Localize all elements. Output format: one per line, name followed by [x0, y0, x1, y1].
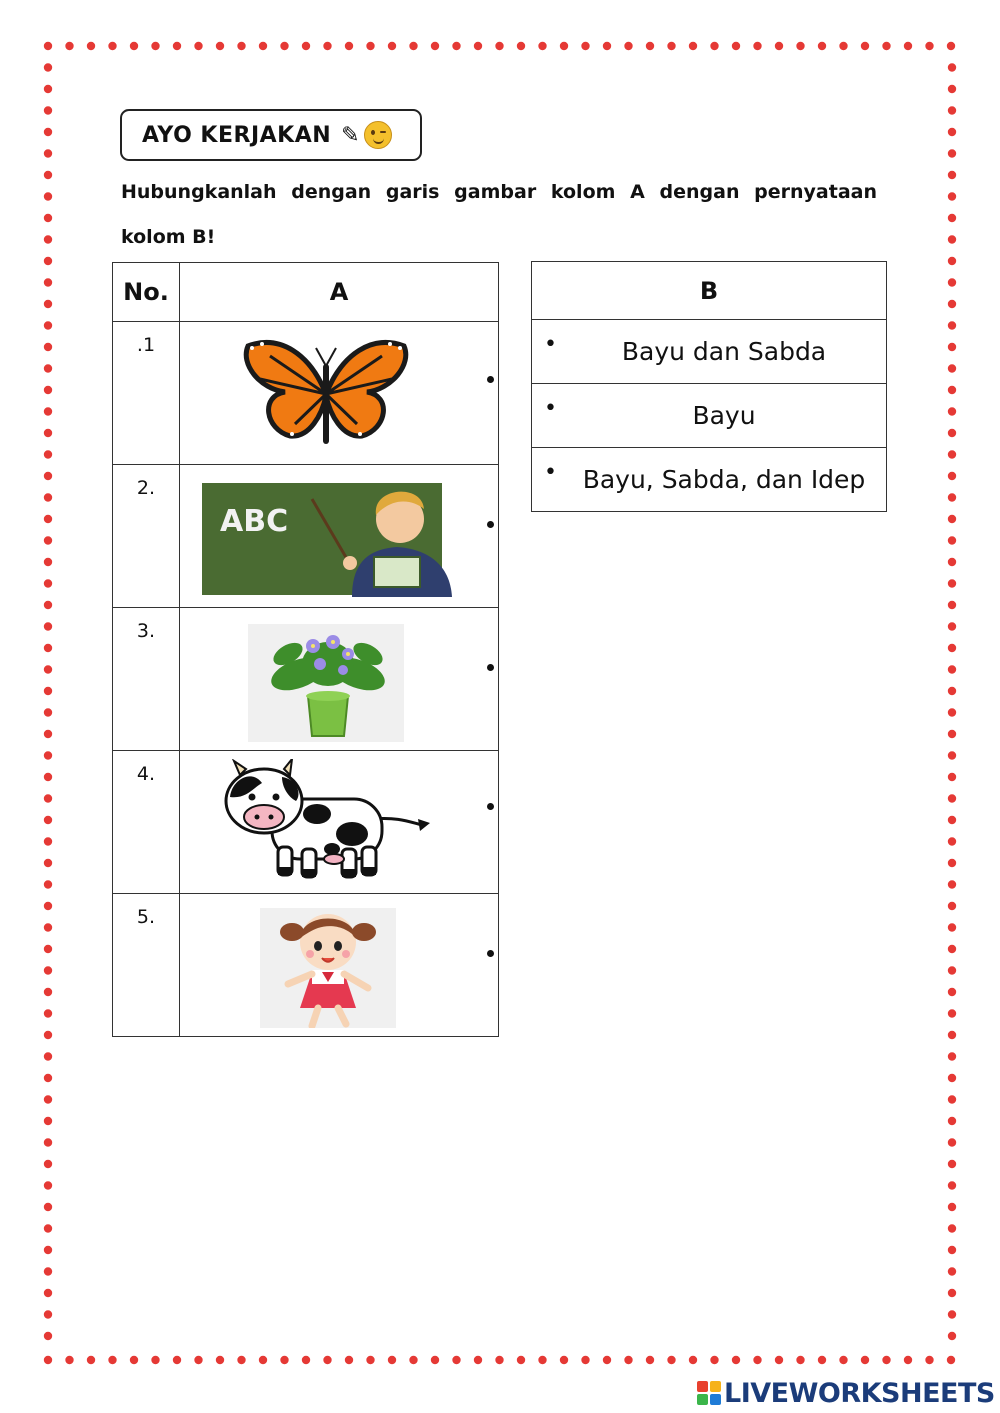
table-row [113, 894, 499, 1037]
bullet: • [544, 332, 557, 357]
header-a: A [180, 263, 499, 322]
table-b [531, 261, 887, 512]
bullet: • [544, 460, 557, 485]
teacher-blackboard-image [202, 479, 454, 599]
statement-cell[interactable] [532, 448, 887, 512]
image-cell [180, 608, 499, 751]
statement-text: Bayu [692, 401, 756, 430]
table-row [113, 608, 499, 751]
statement-cell[interactable] [532, 384, 887, 448]
logo-text: LIVEWORKSHEETS [724, 1377, 995, 1409]
table-row [532, 320, 887, 384]
table-row [113, 322, 499, 465]
table-row [532, 448, 887, 512]
statement-text: Bayu dan Sabda [621, 337, 827, 366]
girl-image [260, 908, 396, 1028]
cow-image [222, 759, 432, 881]
title-box [120, 109, 422, 161]
match-dot[interactable] [487, 521, 494, 528]
bullet: • [544, 396, 557, 421]
wink-face-icon [364, 121, 392, 149]
header-no: No. [113, 263, 180, 322]
flower-pot-image [248, 624, 404, 742]
table-row [113, 751, 499, 894]
butterfly-image [240, 334, 412, 448]
table-row [113, 465, 499, 608]
pencil-icon: ✎ [341, 122, 361, 148]
row-number: 3. [113, 608, 180, 751]
table-a [112, 262, 499, 1037]
statement-cell[interactable] [532, 320, 887, 384]
logo-icon [697, 1381, 721, 1405]
instruction-text: Hubungkanlah dengan garis gambar kolom A dengan pernyataan kolom B! [121, 181, 877, 248]
match-dot[interactable] [487, 803, 494, 810]
image-cell [180, 465, 499, 608]
blackboard-text: ABC [220, 504, 289, 539]
match-dot[interactable] [487, 950, 494, 957]
row-number: 4. [113, 751, 180, 894]
table-row [532, 384, 887, 448]
page-title: AYO KERJAKAN [142, 122, 332, 148]
image-cell [180, 894, 499, 1037]
statement-text: Bayu, Sabda, dan Idep [582, 465, 866, 494]
liveworksheets-logo [697, 1377, 995, 1409]
image-cell [180, 751, 499, 894]
row-number: 2. [113, 465, 180, 608]
header-b: B [532, 262, 887, 320]
match-dot[interactable] [487, 664, 494, 671]
row-number: .1 [113, 322, 180, 465]
row-number: 5. [113, 894, 180, 1037]
image-cell [180, 322, 499, 465]
match-dot[interactable] [487, 376, 494, 383]
